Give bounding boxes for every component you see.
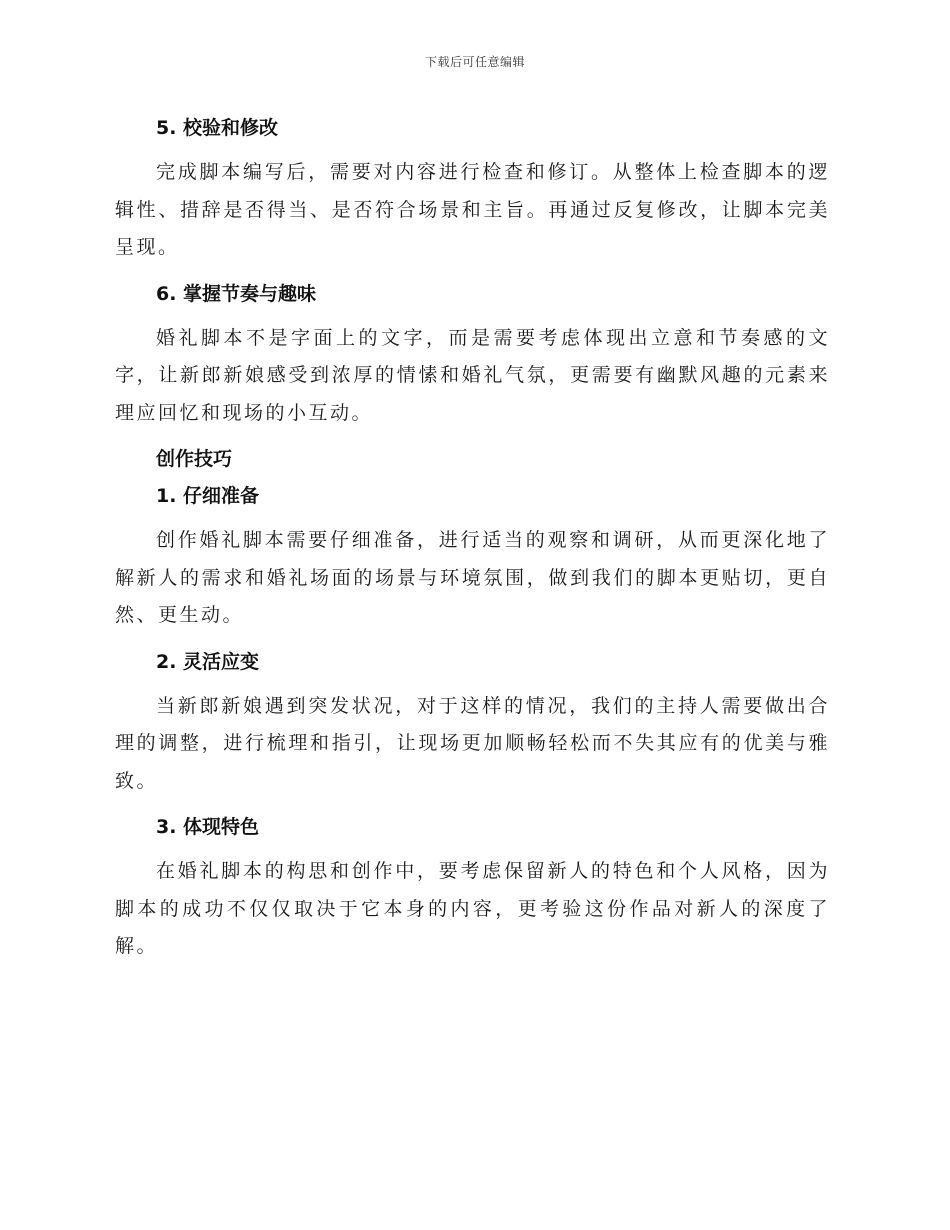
section-heading-character: 3. 体现特色 <box>156 816 260 838</box>
document-body <box>115 110 830 975</box>
section-paragraph-character: 在婚礼脚本的构思和创作中，要考虑保留新人的特色和个人风格，因为脚本的成功不仅仅取决于它本身的内容，更考验这份作品对新人的深度了解。 <box>115 860 830 957</box>
section-heading-prepare: 1. 仔细准备 <box>156 485 260 507</box>
page-header-note: 下载后可任意编辑 <box>424 55 525 69</box>
section-heading-verify: 5. 校验和修改 <box>156 117 279 139</box>
section-heading-techniques: 创作技巧 <box>156 448 233 470</box>
section-heading-rhythm: 6. 掌握节奏与趣味 <box>156 282 317 305</box>
section-paragraph-prepare: 创作婚礼脚本需要仔细准备，进行适当的观察和调研，从而更深化地了解新人的需求和婚礼场面的场景与环境氛围，做到我们的脚本更贴切，更自然、更生动。 <box>115 529 830 626</box>
section-paragraph-rhythm: 婚礼脚本不是字面上的文字，而是需要考虑体现出立意和节奏感的文字，让新郎新娘感受到浓厚的情愫和婚礼气氛，更需要有幽默风趣的元素来理应回忆和现场的小互动。 <box>115 326 830 424</box>
section-paragraph-adapt: 当新郎新娘遇到突发状况，对于这样的情况，我们的主持人需要做出合理的调整，进行梳理和指引，让现场更加顺畅轻松而不失其应有的优美与雅致。 <box>115 694 830 792</box>
section-paragraph-verify: 完成脚本编写后，需要对内容进行检查和修订。从整体上检查脚本的逻辑性、措辞是否得当、是否符合场景和主旨。再通过反复修改，让脚本完美呈现。 <box>115 161 830 258</box>
section-heading-adapt: 2. 灵活应变 <box>156 650 260 673</box>
